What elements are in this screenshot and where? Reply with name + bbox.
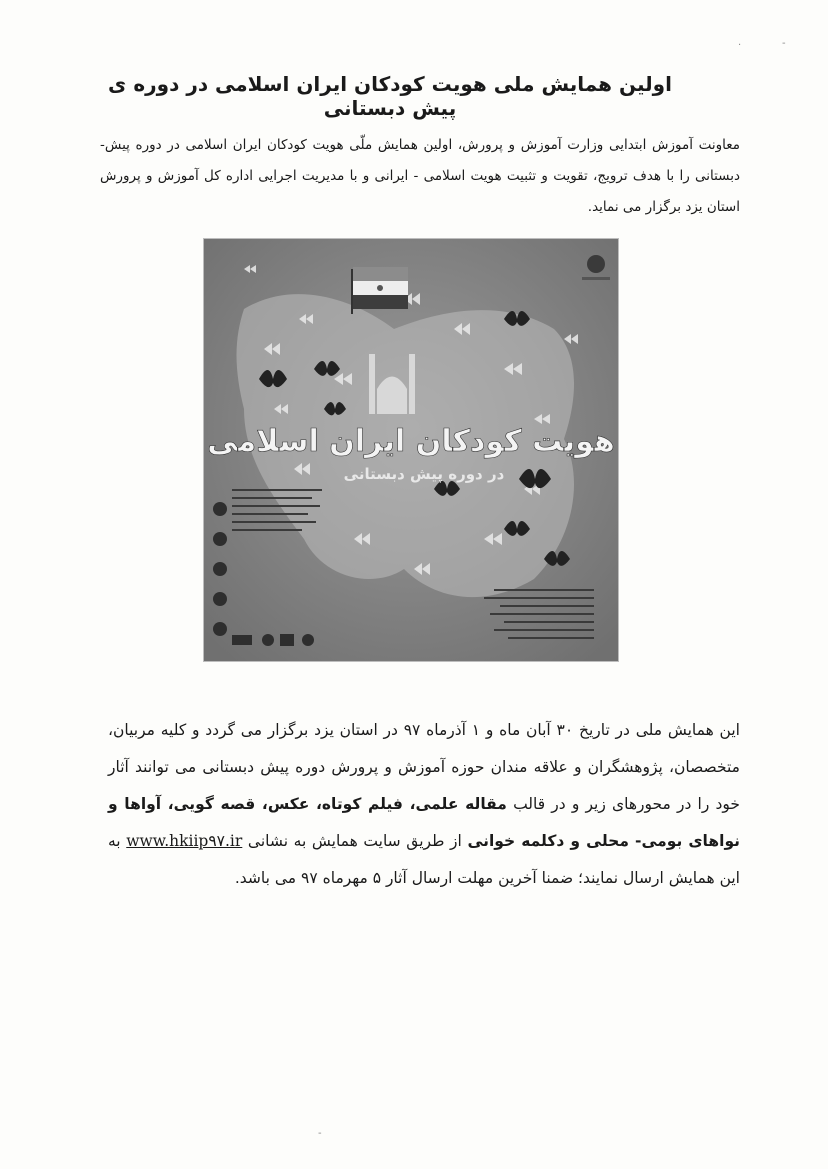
submission-formats: مقاله علمی، فیلم کوتاه، عکس، قصه گویی، آواها و نواهای بومی- محلی و دکلمه خوانی <box>108 795 740 850</box>
iran-flag <box>352 267 408 314</box>
scan-dash: - <box>782 38 786 49</box>
page-title: اولین همایش ملی هویت کودکان ایران اسلامی در دوره ی پیش دبستانی <box>108 72 672 120</box>
body-part-1: این همایش ملی در تاریخ ۳۰ آبان ماه و ۱ آذرماه ۹۷ در استان یزد برگزار می گردد و کلیه مربیان، متخصصان، پژوهشگران و علاقه مندان حوزه آموزش و پرورش دوره پیش دبستانی می توانند آثار خود را در محورهای زیر و در قالب <box>108 721 740 813</box>
body-paragraph <box>108 712 740 897</box>
poster-subheadline: در دوره پیش دبستانی <box>343 465 505 483</box>
body-part-3: به این همایش ارسال نمایند؛ ضمنا آخرین مهلت ارسال آثار ۵ مهرماه ۹۷ می باشد. <box>108 832 740 887</box>
scan-dot: · <box>738 40 742 51</box>
poster-headline: هویت کودکان ایران اسلامی <box>207 424 615 459</box>
intro-paragraph: معاونت آموزش ابتدایی وزارت آموزش و پرورش، اولین همایش ملّی هویت کودکان ایران اسلامی در دوره پیش-دبستانی را با هدف ترویج، تقویت و تثبیت هویت اسلامی - ایرانی و با مدیریت اجرایی اداره کل آموزش و پرورش استان یزد برگزار می نماید. <box>100 137 740 215</box>
footer-mark: - <box>318 1128 322 1139</box>
poster-image <box>204 239 618 661</box>
body-part-2: از طریق سایت همایش به نشانی <box>247 832 462 850</box>
website-link[interactable]: www.hkiip۹۷.ir <box>126 832 243 850</box>
conference-poster <box>203 238 619 662</box>
